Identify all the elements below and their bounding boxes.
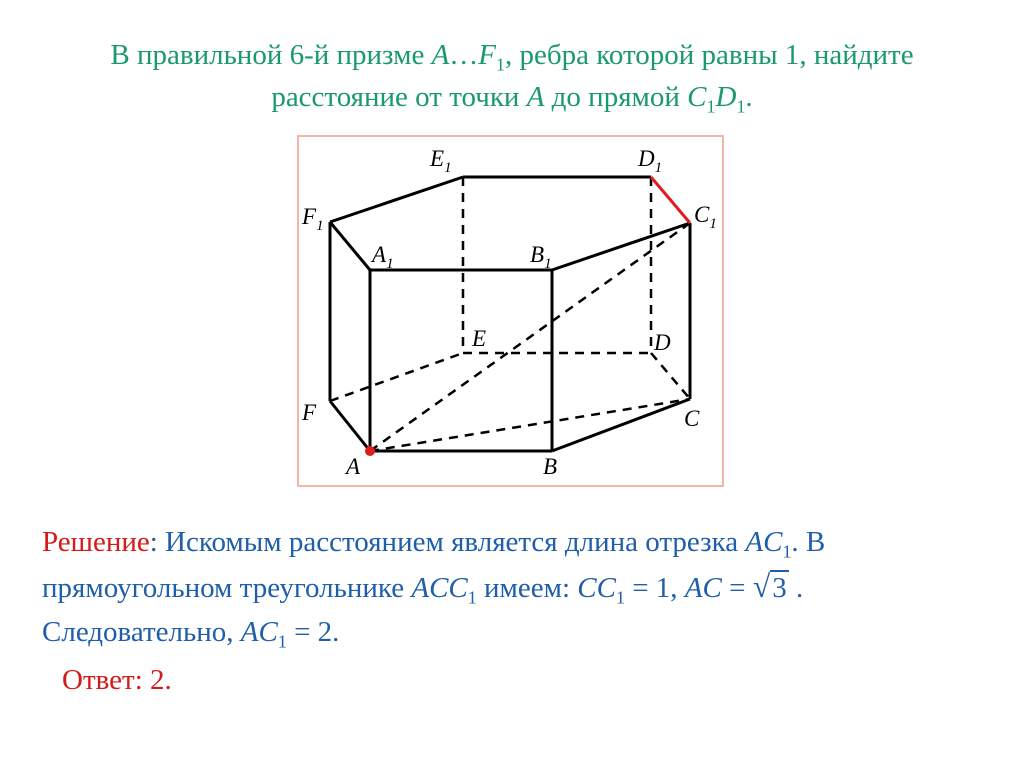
math-var: AC	[684, 572, 722, 604]
edge-BC	[552, 399, 690, 451]
sqrt-sign: √	[752, 568, 771, 604]
sqrt-value: 3	[772, 572, 787, 604]
problem-text: .	[745, 81, 753, 113]
solution-line-2	[42, 564, 1002, 610]
solution-text: =	[721, 572, 753, 604]
solution-text: прямоугольном треугольнике	[42, 572, 412, 604]
vertex-label-A: A	[346, 454, 361, 479]
problem-text: до прямой	[544, 81, 688, 113]
solution-text: имеем:	[476, 572, 578, 604]
vertex-label-E1: $E_1$	[430, 146, 452, 176]
solution-text: Искомым расстоянием является длина отрезка	[157, 526, 746, 558]
math-subscript: 1	[782, 541, 792, 562]
hidden-edges	[330, 177, 690, 451]
problem-text: , ребра которой равны 1, найдите	[505, 39, 914, 71]
math-subscript: 1	[496, 54, 505, 75]
math-var: AC	[745, 526, 783, 558]
vertex-label-D1: $D_1$	[638, 146, 663, 176]
edge-DC	[651, 353, 690, 399]
math-subscript: 1	[736, 96, 746, 117]
problem-text: расстояние от точки	[271, 81, 527, 113]
solution-block	[42, 520, 1002, 654]
segment-AC	[370, 399, 690, 451]
problem-text: В правильной 6-й призме	[110, 39, 432, 71]
math-var: F	[478, 39, 497, 71]
edge-FA	[330, 401, 370, 451]
vertex-label-D: D	[654, 330, 671, 355]
solution-colon: :	[149, 526, 158, 558]
math-var: D	[715, 81, 737, 113]
edge-F1E1	[330, 177, 463, 222]
edge-FE	[330, 353, 463, 401]
math-subscript: 1	[277, 631, 287, 652]
solution-text: = 1,	[624, 572, 685, 604]
math-subscript: 1	[706, 96, 716, 117]
math-var: A	[431, 39, 450, 71]
vertex-label-C: C	[684, 406, 700, 431]
answer-colon: :	[134, 664, 143, 696]
math-var: AC	[240, 616, 278, 648]
visible-edges	[330, 177, 690, 451]
point-A-marker	[365, 446, 375, 456]
vertex-label-B: B	[543, 454, 558, 479]
vertex-label-E: E	[472, 326, 487, 351]
answer-block	[62, 660, 172, 700]
answer-value: 2.	[142, 664, 172, 696]
edge-B1C1	[552, 223, 690, 270]
solution-line-1	[42, 520, 1002, 564]
sqrt-expression	[753, 564, 789, 610]
answer-label: Ответ	[62, 664, 135, 696]
math-var: C	[687, 81, 707, 113]
solution-text: . В	[791, 526, 826, 558]
edge-F1A1	[330, 222, 370, 270]
edge-C1D1-highlight	[651, 177, 690, 223]
math-ellipsis: …	[449, 39, 479, 71]
solution-line-3	[42, 610, 1002, 654]
math-var: A	[526, 81, 545, 113]
solution-label: Решение	[42, 526, 150, 558]
math-var: CC	[577, 572, 616, 604]
solution-text: .	[788, 572, 804, 604]
vertex-label-F1: $F_1$	[302, 204, 324, 234]
solution-text: = 2.	[286, 616, 340, 648]
math-var: ACC	[411, 572, 468, 604]
math-subscript: 1	[615, 587, 625, 608]
vertex-label-A1: $A_1$	[372, 242, 394, 272]
vertex-label-C1: $C_1$	[694, 202, 717, 232]
vertex-label-F: F	[302, 400, 317, 425]
vertex-label-B1: $B_1$	[530, 242, 552, 272]
math-subscript: 1	[467, 587, 477, 608]
solution-text: Следовательно,	[42, 616, 241, 648]
